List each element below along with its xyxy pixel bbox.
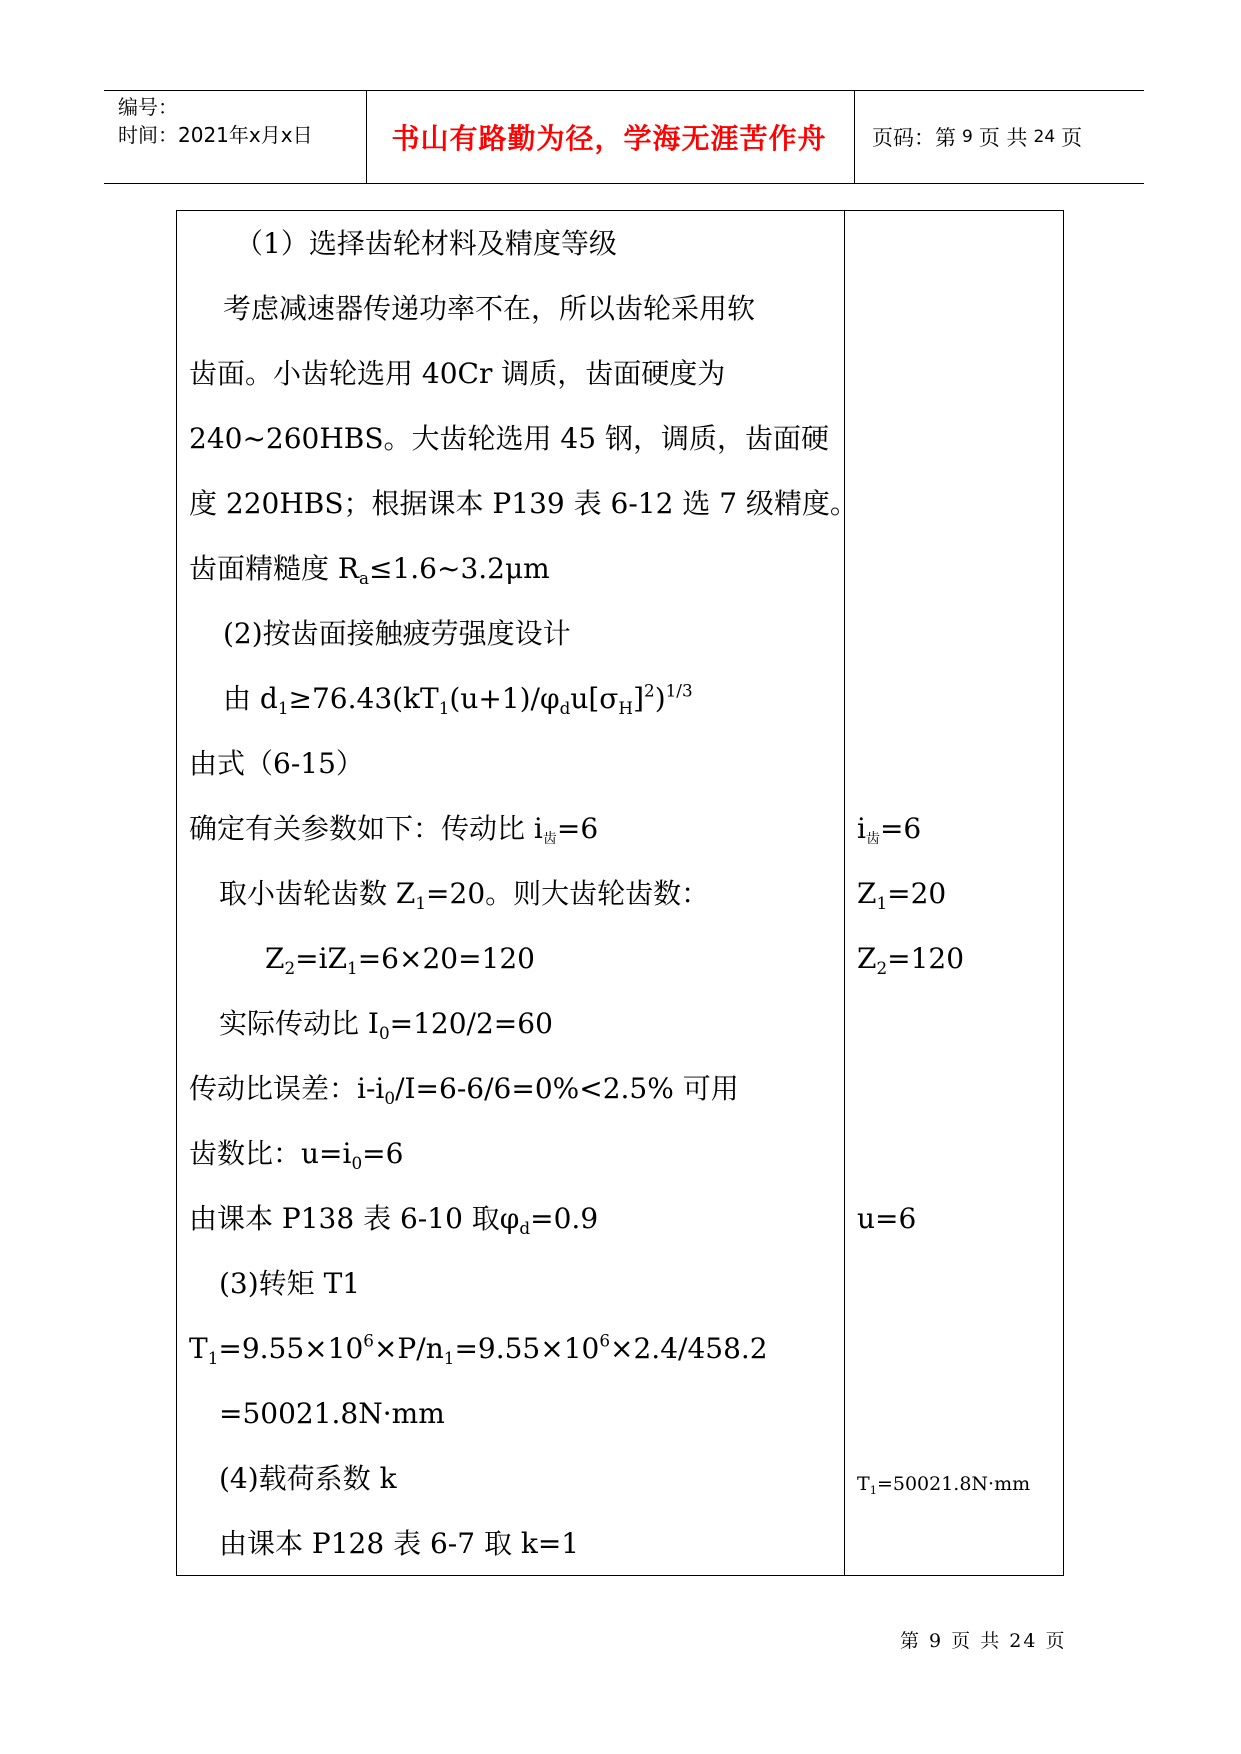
time-label: 时间：2021年x月x日 bbox=[118, 123, 313, 147]
text-line: 确定有关参数如下：传动比 $i_齿=6$ bbox=[189, 812, 599, 847]
text-line: (3)转矩 T1 bbox=[219, 1267, 361, 1300]
text-line: (4)载荷系数 k bbox=[219, 1462, 397, 1495]
page-num: 9 bbox=[962, 127, 973, 147]
result-value: $Z_1=20$ bbox=[857, 877, 947, 913]
text-line: =50021.8N·mm bbox=[219, 1397, 445, 1430]
result-value: u=6 bbox=[857, 1202, 917, 1235]
header-divider bbox=[366, 91, 367, 183]
header-page-number bbox=[872, 91, 1082, 183]
text-line: 齿面。小齿轮选用 40Cr 调质，齿面硬度为 bbox=[189, 357, 726, 390]
page-header bbox=[104, 90, 1144, 184]
text-line: 由课本 P138 表 6-10 取$\varphi_d=0.9$ bbox=[189, 1202, 599, 1238]
header-meta bbox=[118, 93, 313, 149]
page-prefix: 页码：第 bbox=[872, 126, 956, 150]
calculation-table bbox=[176, 210, 1064, 1576]
text-line: 实际传动比 $I_0=120/2=60$ bbox=[219, 1007, 553, 1043]
page-suffix: 页 bbox=[1061, 126, 1083, 150]
page-total: 24 bbox=[1033, 127, 1056, 147]
header-divider bbox=[854, 91, 855, 183]
page-mid: 页 共 bbox=[978, 126, 1028, 150]
column-divider bbox=[844, 211, 845, 1575]
text-line: 由课本 P128 表 6-7 取 k=1 bbox=[219, 1527, 580, 1560]
text-line: 由式（6-15） bbox=[189, 747, 364, 780]
text-line: (2)按齿面接触疲劳强度设计 bbox=[223, 617, 571, 650]
text-line: $Z_2=iZ_1=6\times 20=120$ bbox=[265, 942, 535, 978]
result-value: $i_齿=6$ bbox=[857, 812, 922, 847]
result-value: $T_1=50021.8N\cdot mm$ bbox=[857, 1473, 1031, 1497]
text-line: （1）选择齿轮材料及精度等级 bbox=[235, 227, 617, 260]
page-footer: 第 9 页 共 24 页 bbox=[900, 1630, 1067, 1652]
text-line: 传动比误差：$i-i_0/I=6-6/6=0\%<2.5\%$ 可用 bbox=[189, 1072, 739, 1108]
text-line: 度 220HBS；根据课本 P139 表 6-12 选 7 级精度。 bbox=[189, 487, 858, 520]
text-line: 考虑减速器传递功率不在，所以齿轮采用软 bbox=[223, 292, 756, 325]
text-line: 240~260HBS。大齿轮选用 45 钢，调质，齿面硬 bbox=[189, 422, 829, 455]
result-value: $Z_2=120$ bbox=[857, 942, 965, 978]
text-line: 齿数比：$u=i_0=6$ bbox=[189, 1137, 404, 1173]
formula-line: $T_1=9.55\times 10^6\times P/n_1=9.55\times 10^6\times 2.4/458.2$ bbox=[189, 1330, 768, 1368]
code-label: 编号： bbox=[118, 95, 178, 119]
text-line: 取小齿轮齿数 $Z_1=20$。则大齿轮齿数： bbox=[219, 877, 710, 913]
formula-line: 由 $d_1\ge 76.43(kT_1(u+1)/\varphi_du[\sigma_H]^2)^{1/3}$ bbox=[223, 680, 693, 718]
header-motto: 书山有路勤为径，学海无涯苦作舟 bbox=[391, 122, 827, 155]
text-line: 齿面精糙度 $R_a\le 1.6\sim 3.2\mu m$ bbox=[189, 552, 550, 588]
